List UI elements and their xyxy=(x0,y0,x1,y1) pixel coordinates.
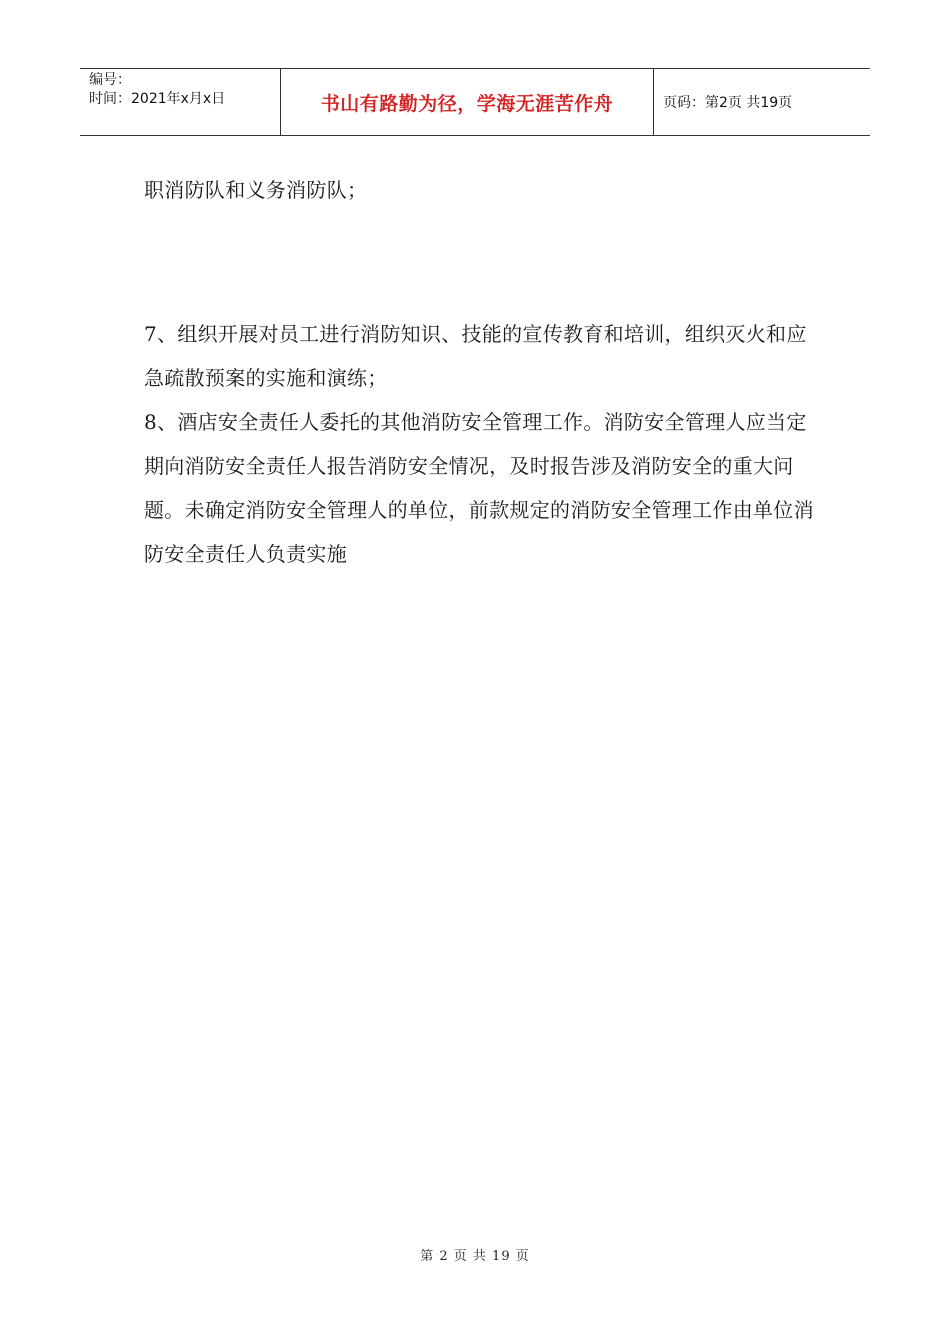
date-label: 时间：2021年x月x日 xyxy=(89,91,226,107)
page-footer: 第 2 页 共 19 页 xyxy=(420,1249,530,1264)
body-section xyxy=(144,312,814,576)
header-motto: 书山有路勤为径，学海无涯苦作舟 xyxy=(281,69,654,135)
header-meta xyxy=(80,69,281,135)
document-header xyxy=(80,68,870,136)
body-paragraph-1: 职消防队和义务消防队； xyxy=(144,178,368,202)
body-paragraph-3: 8、酒店安全责任人委托的其他消防安全管理工作。消防安全管理人应当定期向消防安全责任人报告消防安全情况，及时报告涉及消防安全的重大问题。未确定消防安全管理人的单位，前款规定的消防安全管理工作由单位消防安全责任人负责实施 xyxy=(144,410,814,566)
header-page-info: 页码：第2页 共19页 xyxy=(663,95,793,111)
body-paragraph-2: 7、组织开展对员工进行消防知识、技能的宣传教育和培训，组织灭火和应急疏散预案的实施和演练； xyxy=(144,322,807,390)
number-label: 编号： xyxy=(89,72,131,88)
